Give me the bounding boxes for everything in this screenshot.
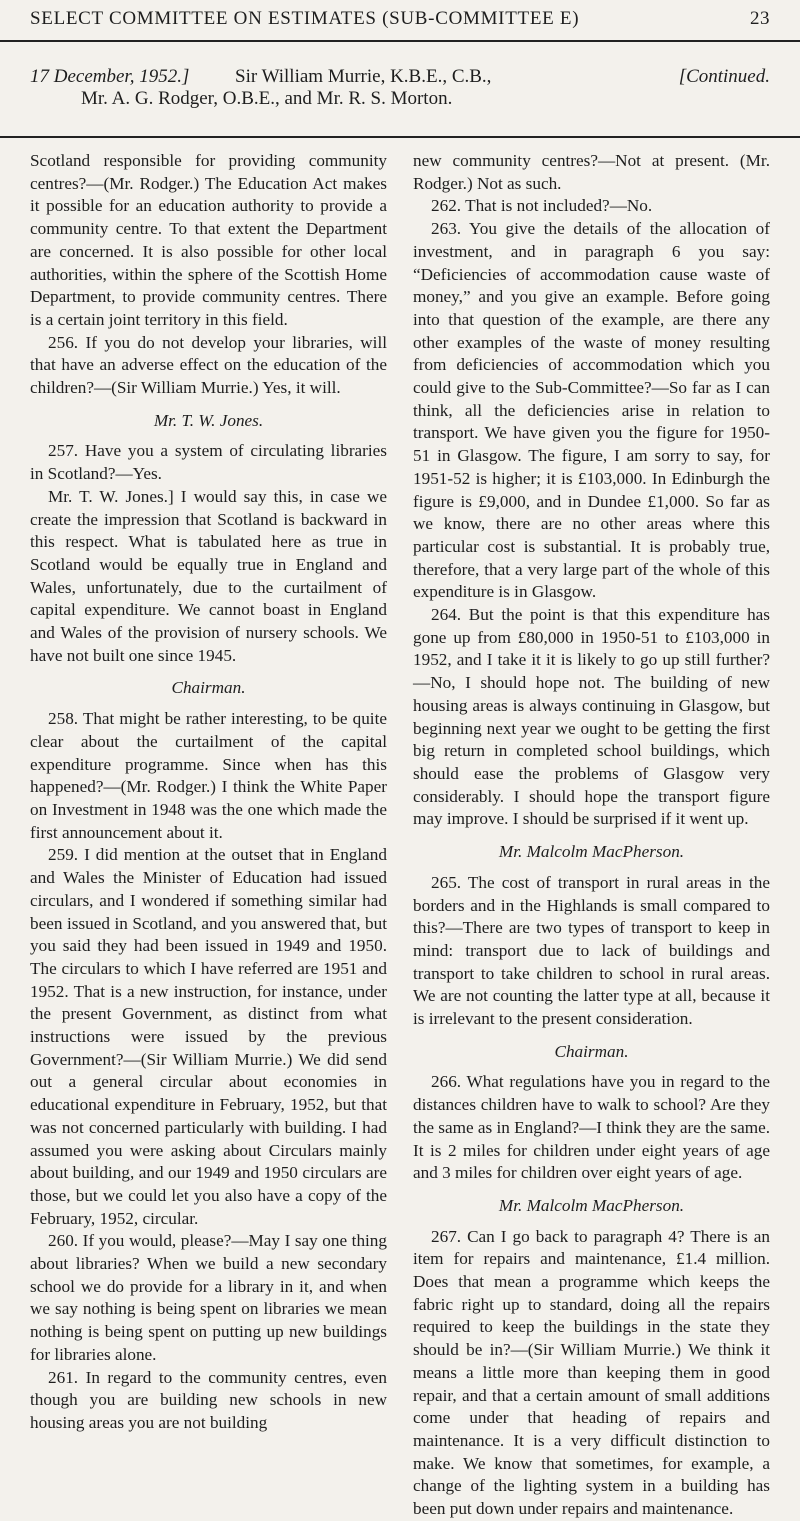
speaker-heading: Chairman. <box>171 678 246 698</box>
session-date: 17 December, 1952.] <box>30 66 190 87</box>
left-column <box>30 150 387 1435</box>
paragraph: 267. Can I go back to paragraph 4? There is an item for repairs and maintenance, £1.4 million. Does that mean a programme which keeps the fabric right up to standard, doing all the repairs required to keep the buildings in the state they should be in?—(Sir William Murrie.) We think it means a little more than keeping them in good repair, and that a certain amount of small additions come under that heading of repairs and maintenance. It is a very difficult distinction to make. We know that sometimes, for example, a change of the lighting system in a building has been put down under repairs and maintenance. <box>413 1226 770 1519</box>
witness-line-2: Mr. A. G. Rodger, O.B.E., and Mr. R. S. Morton. <box>81 88 453 109</box>
paragraph: 261. In regard to the community centres, even though you are building new schools in new housing areas you are not building <box>30 1367 387 1432</box>
page-number: 23 <box>750 8 770 29</box>
speaker-heading: Mr. Malcolm MacPherson. <box>498 842 685 862</box>
running-head <box>30 8 770 30</box>
paragraph: 263. You give the details of the allocation of investment, and in paragraph 6 you say: “Deficiencies of accommodation cause waste of money,” and you give an example. Before going into that question of the example, are there any other examples of the waste of money resulting from deficiencies of accommodation which you could give to the Sub-Committee?—So far as I can think, all the deficiencies arise in relation to transport. We have given you the figure for 1950-51 in Glasgow. The figure, I am sorry to say, for 1951-52 is higher; it is £103,000. In Edinburgh the figure is £9,000, and in Dundee £1,000. So far as we know, there are no other areas where this particular cost is substantial. It is probably true, therefore, that a very large part of the whole of this expenditure is in Glasgow. <box>413 219 770 602</box>
paragraph: 256. If you do not develop your libraries, will that have an adverse effect on the education of the children?—(Sir William Murrie.) Yes, it will. <box>30 332 387 398</box>
paragraph: 265. The cost of transport in rural areas in the borders and in the Highlands is small compared to this?—There are two types of transport to keep in mind: transport due to lack of buildings and transport to take children to school in rural areas. We are not counting the latter type at all, because it is irrelevant to the present consideration. <box>413 872 770 1029</box>
speaker-heading: Chairman. <box>554 1041 629 1061</box>
paragraph: 260. If you would, please?—May I say one thing about libraries? When we build a new secondary school we do provide for a library in it, and when we say nothing is being spent on libraries we mean nothing is being spent on putting up new buildings for libraries alone. <box>30 1231 387 1364</box>
right-column <box>413 150 770 1521</box>
paragraph: Mr. T. W. Jones.] I would say this, in case we create the impression that Scotland is backward in this respect. What is tabulated here as true in Scotland would be equally true in England and Wales, unfortunately, due to the curtailment of capital expenditure. We cannot boast in England and Wales of the provision of nursery schools. We have not built one since 1945. <box>30 486 387 665</box>
paragraph: 262. That is not included?—No. <box>431 196 653 216</box>
committee-title: SELECT COMMITTEE ON ESTIMATES (SUB-COMMITTEE E) <box>30 8 580 29</box>
speaker-heading: Mr. T. W. Jones. <box>153 410 264 430</box>
paragraph: 259. I did mention at the outset that in England and Wales the Minister of Education had issued circulars, and I wondered if something similar had been issued in Scotland, and you answered that, but you said they had been issued in 1949 and 1950. The circulars to which I have referred are 1951 and 1952. That is a new instruction, for instance, under the present Government, as distinct from what instructions were issued by the previous Government?—(Sir William Murrie.) We did send out a general circular about economies in educational expenditure in February, 1952, but that was not concerned particularly with building. I had assumed you were asking about Circulars mainly about building, and our 1949 and 1950 circulars are those, but we could let you also have a copy of the February, 1952, circular. <box>30 845 387 1228</box>
witness-rule <box>0 136 800 138</box>
paragraph: new community centres?—Not at present. (Mr. Rodger.) Not as such. <box>413 151 770 193</box>
paragraph: 264. But the point is that this expenditure has gone up from £80,000 in 1950-51 to £103,000 in 1952, and I take it it is likely to go up still further?—No, I should hope not. The building of new housing areas is always continuing in Glasgow, but beginning next year we ought to be getting the first big return in completed school buildings, which should ease the problems of Glasgow very considerably. I should hope the transport figure may improve. I should be surprised if it went up. <box>413 605 770 829</box>
header-rule <box>0 40 800 42</box>
paragraph: 257. Have you a system of circulating libraries in Scotland?—Yes. <box>30 441 387 484</box>
paragraph: 258. That might be rather interesting, to be quite clear about the curtailment of the capital expenditure programme. Since when has this happened?—(Mr. Rodger.) I think the White Paper on Investment in 1948 was the one which made the first announcement about it. <box>30 709 387 842</box>
witness-heading <box>30 66 770 110</box>
witness-line-1: Sir William Murrie, K.B.E., C.B., <box>235 66 492 87</box>
continued-label: [Continued. <box>678 66 770 87</box>
paragraph: Scotland responsible for providing community centres?—(Mr. Rodger.) The Education Act makes it possible for an education authority to provide a community centre. To that extent the Department are concerned. It is also possible for other local authorities, within the sphere of the Scottish Home Department, to provide community centres. There is a certain joint territory in this field. <box>30 151 387 329</box>
speaker-heading: Mr. Malcolm MacPherson. <box>498 1195 685 1215</box>
paragraph: 266. What regulations have you in regard to the distances children have to walk to school? Are they the same as in England?—I think they are the same. It is 2 miles for children under eight years of age and 3 miles for children over eight years of age. <box>413 1072 771 1183</box>
